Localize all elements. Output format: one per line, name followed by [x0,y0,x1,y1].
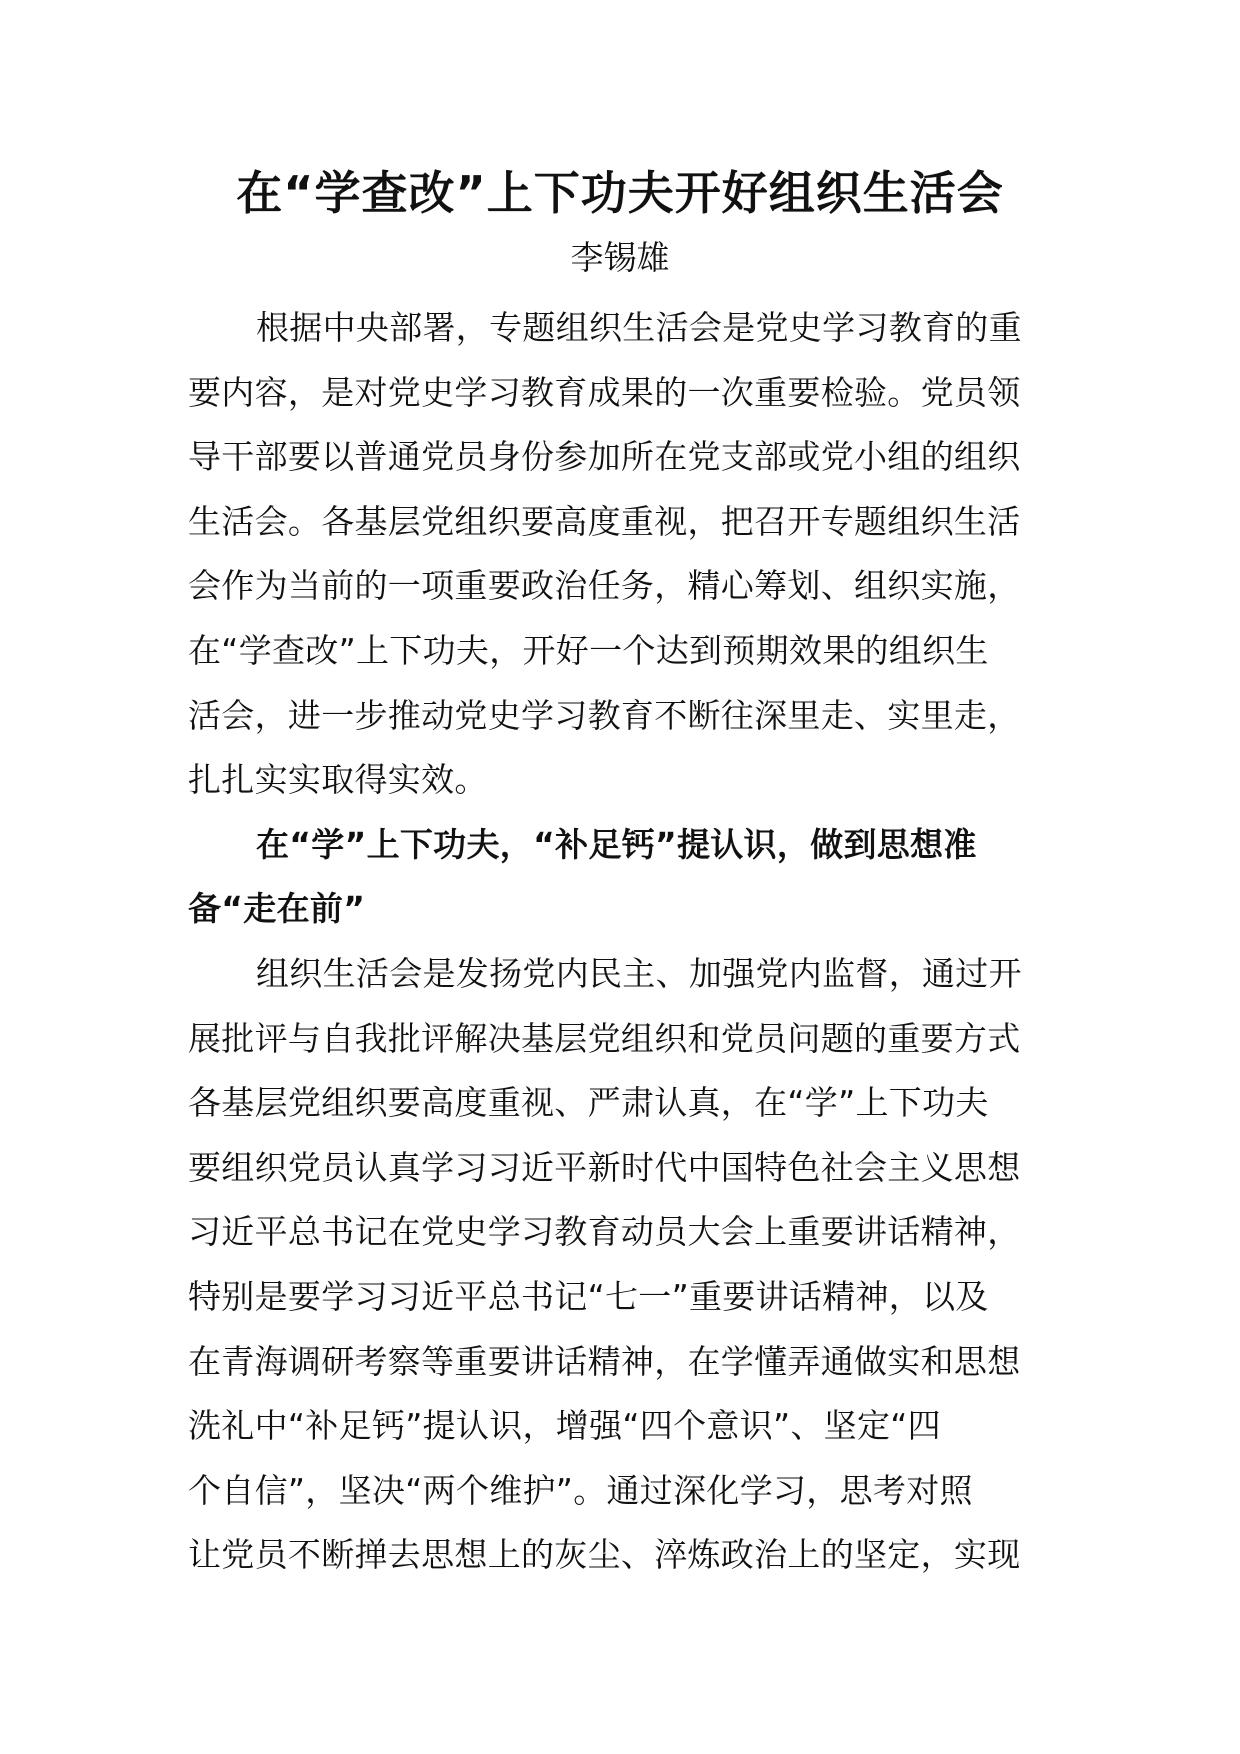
paragraph-line: 要内容，是对党史学习教育成果的一次重要检验。党员领 [188,372,1021,412]
paragraph-line: 展批评与自我批评解决基层党组织和党员问题的重要方式 [188,1018,1021,1058]
paragraph-line: 根据中央部署，专题组织生活会是党史学习教育的重 [256,308,1022,347]
paragraph-line: 各基层党组织要高度重视、严肃认真，在“学”上下功夫 [188,1083,989,1123]
article-author: 李锡雄 [570,238,670,277]
section-heading-line: 备“走在前” [188,889,366,929]
paragraph-line: 特别是要学习习近平总书记“七一”重要讲话精神，以及 [188,1276,989,1316]
paragraph-line: 要组织党员认真学习习近平新时代中国特色社会主义思想 [188,1147,1021,1187]
paragraph-line: 导干部要以普通党员身份参加所在党支部或党小组的组织 [188,437,1021,477]
paragraph-line: 在“学查改”上下功夫，开好一个达到预期效果的组织生 [188,630,989,670]
article-title: 在“学查改”上下功夫开好组织生活会 [236,166,1004,220]
paragraph-line: 扎扎实实取得实效。 [188,760,488,800]
paragraph-line: 组织生活会是发扬党内民主、加强党内监督，通过开 [256,953,1022,993]
section-heading-line: 在“学”上下功夫，“补足钙”提认识，做到思想准 [256,824,977,864]
paragraph-line: 洗礼中“补足钙”提认识，增强“四个意识”、坚定“四 [188,1406,941,1446]
paragraph-line: 让党员不断掸去思想上的灰尘、淬炼政治上的坚定，实现 [188,1535,1021,1575]
paragraph-line: 会作为当前的一项重要政治任务，精心筹划、组织实施， [188,566,1021,606]
article-body [188,296,1060,1588]
paragraph-line: 生活会。各基层党组织要高度重视，把召开专题组织生活 [188,501,1021,541]
paragraph-line: 在青海调研考察等重要讲话精神，在学懂弄通做实和思想 [188,1341,1021,1381]
paragraph-line: 个自信”，坚决“两个维护”。通过深化学习，思考对照 [188,1470,973,1510]
paragraph-line: 习近平总书记在党史学习教育动员大会上重要讲话精神， [188,1212,1021,1252]
paragraph-line: 活会，进一步推动党史学习教育不断往深里走、实里走， [188,695,1021,735]
